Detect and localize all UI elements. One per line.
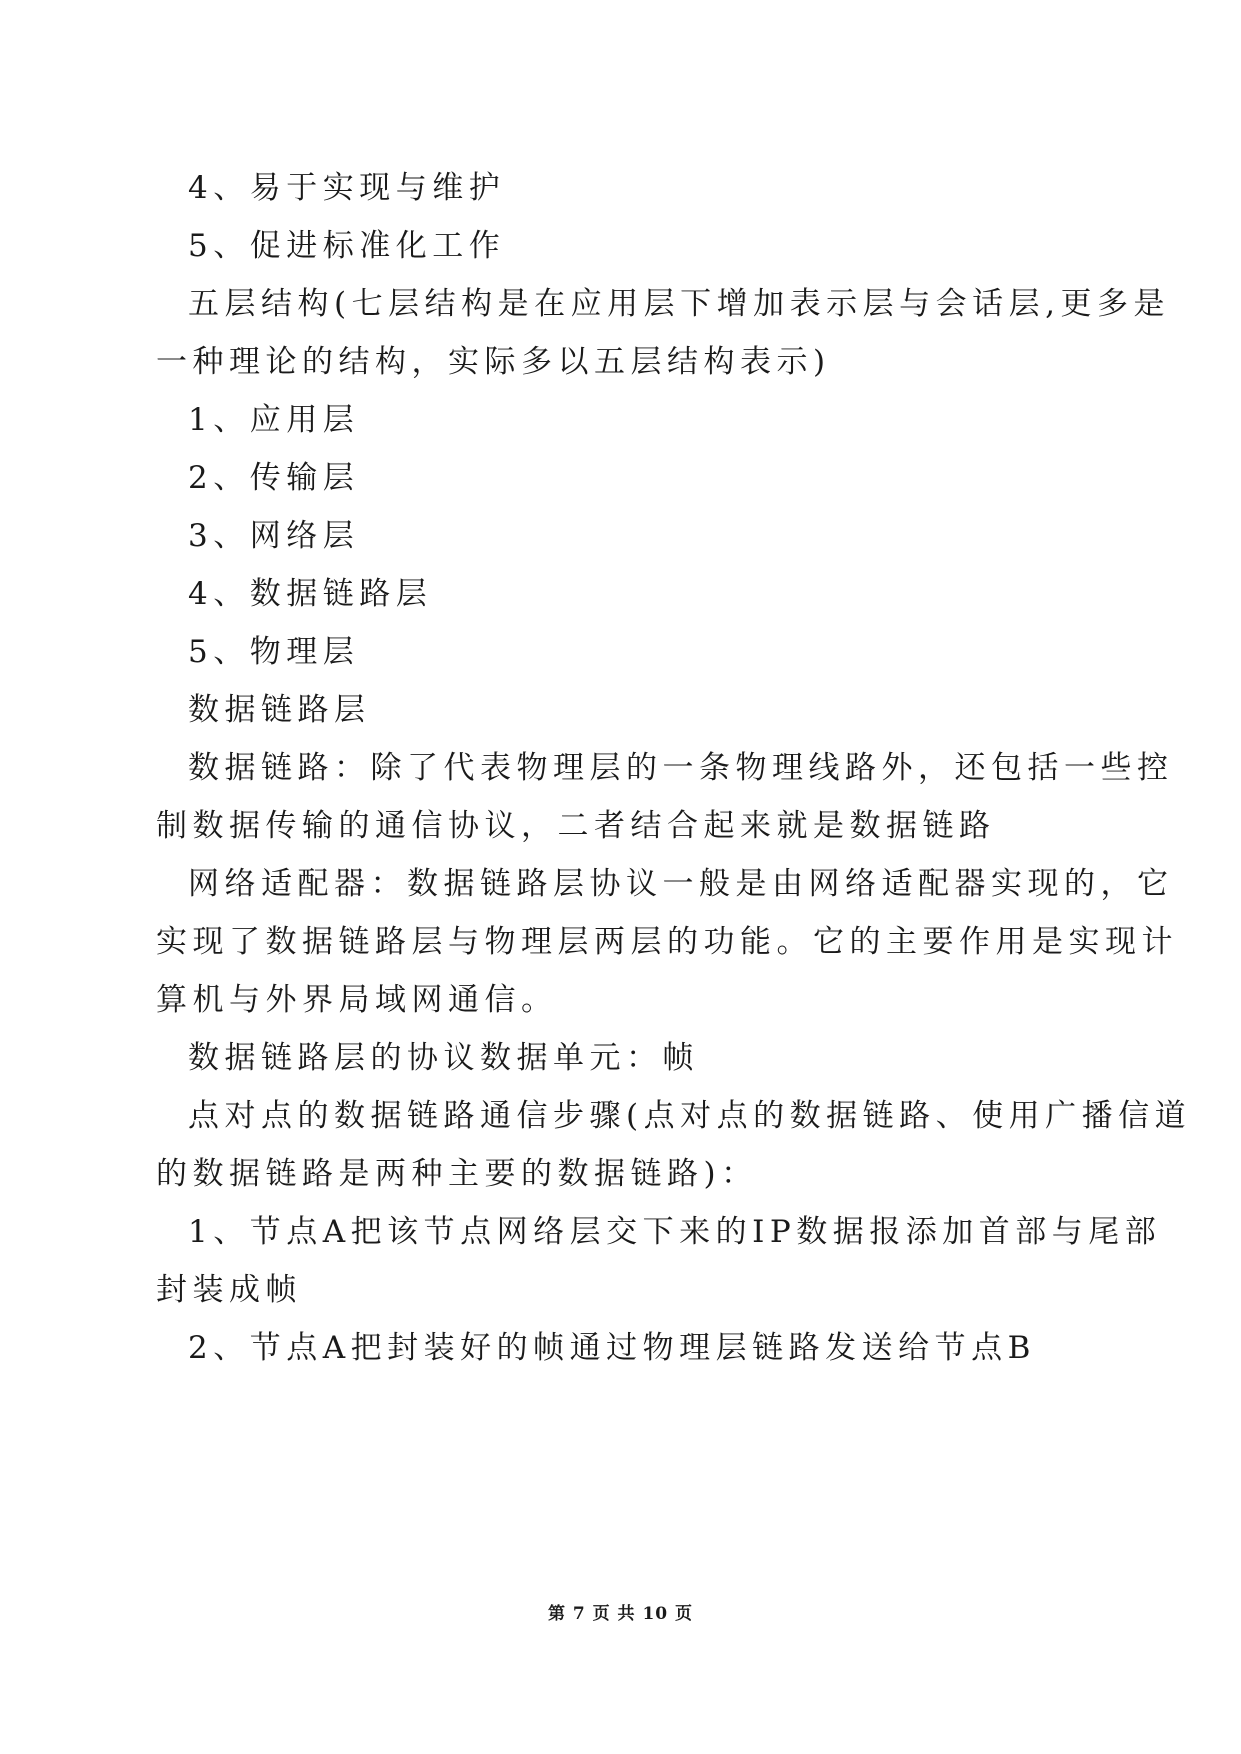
list-item-standardization: 5、促进标准化工作 <box>188 228 506 264</box>
step-1-line2: 封装成帧 <box>156 1272 302 1308</box>
section-heading-data-link: 数据链路层 <box>188 692 371 728</box>
paragraph-data-link-line1: 数据链路：除了代表物理层的一条物理线路外，还包括一些控 <box>188 750 1174 786</box>
list-item-application-layer: 1、应用层 <box>188 402 360 438</box>
list-item-transport-layer: 2、传输层 <box>188 460 360 496</box>
paragraph-adapter-line3: 算机与外界局域网通信。 <box>156 982 558 1018</box>
list-item-easy-maintain: 4、易于实现与维护 <box>188 170 506 206</box>
paragraph-five-layer-line1: 五层结构(七层结构是在应用层下增加表示层与会话层,更多是 <box>188 286 1170 322</box>
paragraph-p2p-steps-line1: 点对点的数据链路通信步骤(点对点的数据链路、使用广播信道 <box>188 1098 1192 1134</box>
list-item-physical-layer: 5、物理层 <box>188 634 360 670</box>
paragraph-adapter-line2: 实现了数据链路层与物理层两层的功能。它的主要作用是实现计 <box>156 924 1178 960</box>
page-footer: 第 7 页 共 10 页 <box>547 1604 694 1624</box>
list-item-data-link-layer: 4、数据链路层 <box>188 576 433 612</box>
step-2: 2、节点A把封装好的帧通过物理层链路发送给节点B <box>188 1330 1036 1366</box>
paragraph-data-link-line2: 制数据传输的通信协议，二者结合起来就是数据链路 <box>156 808 996 844</box>
list-item-network-layer: 3、网络层 <box>188 518 360 554</box>
paragraph-adapter-line1: 网络适配器：数据链路层协议一般是由网络适配器实现的，它 <box>188 866 1174 902</box>
step-1-line1: 1、节点A把该节点网络层交下来的IP数据报添加首部与尾部 <box>188 1214 1162 1250</box>
paragraph-five-layer-line2: 一种理论的结构，实际多以五层结构表示) <box>156 344 831 380</box>
paragraph-p2p-steps-line2: 的数据链路是两种主要的数据链路)： <box>156 1156 758 1192</box>
paragraph-pdu-frame: 数据链路层的协议数据单元：帧 <box>188 1040 699 1076</box>
